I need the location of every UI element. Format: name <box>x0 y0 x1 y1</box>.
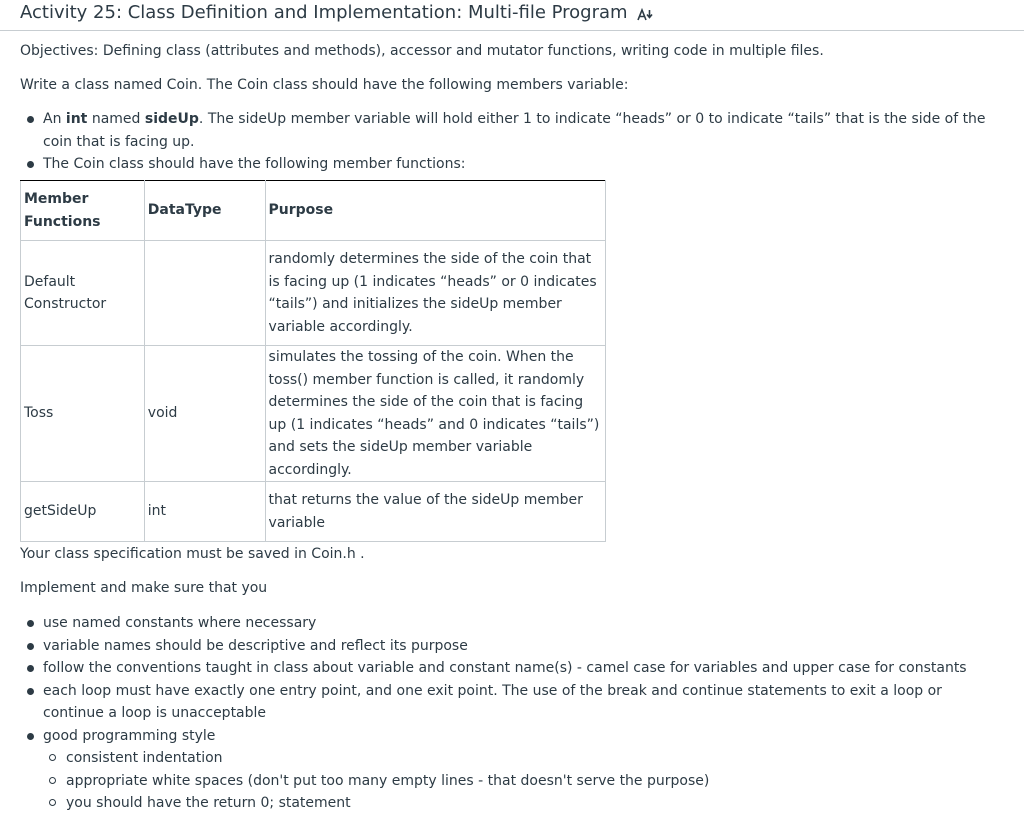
table-row <box>21 482 606 542</box>
table-cell: void <box>144 346 265 482</box>
title-divider <box>0 30 1024 31</box>
page-title-text: Activity 25: Class Definition and Implementation: Multi-file Program <box>20 2 628 23</box>
table-cell: that returns the value of the sideUp member variable <box>265 482 605 542</box>
column-header-purpose: Purpose <box>265 181 605 241</box>
table-cell: simulates the tossing of the coin. When the toss() member function is called, it randomly determines the side of the coin that is facing up (1 indicates “heads” and 0 indicates “tails”) and sets the sideUp member variable accordingly. <box>265 346 605 482</box>
list-item: each loop must have exactly one entry point, and one exit point. The use of the break and continue statements to exit a loop or continue a loop is unacceptable <box>20 680 995 725</box>
list-item: use named constants where necessary <box>20 612 995 635</box>
table-row <box>21 346 606 482</box>
table-cell: Default Constructor <box>21 241 145 346</box>
table-cell: randomly determines the side of the coin that is facing up (1 indicates “heads” or 0 indicates “tails”) and initializes the sideUp member variable accordingly. <box>265 241 605 346</box>
immersive-reader-icon[interactable] <box>637 6 653 20</box>
implement-text: Implement and make sure that you <box>20 580 268 596</box>
table-cell: getSideUp <box>21 482 145 542</box>
requirements-list <box>20 612 995 815</box>
member-variable-list <box>20 108 995 176</box>
column-header-datatype: DataType <box>144 181 265 241</box>
table-header-row <box>21 181 606 241</box>
list-item: appropriate white spaces (don't put too many empty lines - that doesn't serve the purpose) <box>43 770 995 793</box>
page-title <box>20 2 653 23</box>
list-item: follow the conventions taught in class about variable and constant name(s) - camel case for variables and upper case for constants <box>20 657 995 680</box>
member-functions-table <box>20 180 606 542</box>
column-header-member: Member Functions <box>21 181 145 241</box>
table-cell: Toss <box>21 346 145 482</box>
list-item: you should have the return 0; statement <box>43 792 995 815</box>
table-cell: int <box>144 482 265 542</box>
table-cell <box>144 241 265 346</box>
list-item: good programming style consistent indentation appropriate white spaces (don't put too many empty lines - that doesn't serve the purpose) you should have the return 0; statement <box>20 725 995 815</box>
spec-saved-text: Your class specification must be saved in Coin.h . <box>20 546 365 562</box>
list-item: The Coin class should have the following member functions: <box>20 153 995 176</box>
objectives-text: Objectives: Defining class (attributes and methods), accessor and mutator functions, writing code in multiple files. <box>20 43 824 59</box>
style-sublist <box>43 747 995 815</box>
intro-text: Write a class named Coin. The Coin class should have the following members variable: <box>20 77 629 93</box>
table-row <box>21 241 606 346</box>
list-item: consistent indentation <box>43 747 995 770</box>
list-item: variable names should be descriptive and reflect its purpose <box>20 635 995 658</box>
list-item: An int named sideUp. The sideUp member variable will hold either 1 to indicate “heads” or 0 to indicate “tails” that is the side of the coin that is facing up. <box>20 108 995 153</box>
